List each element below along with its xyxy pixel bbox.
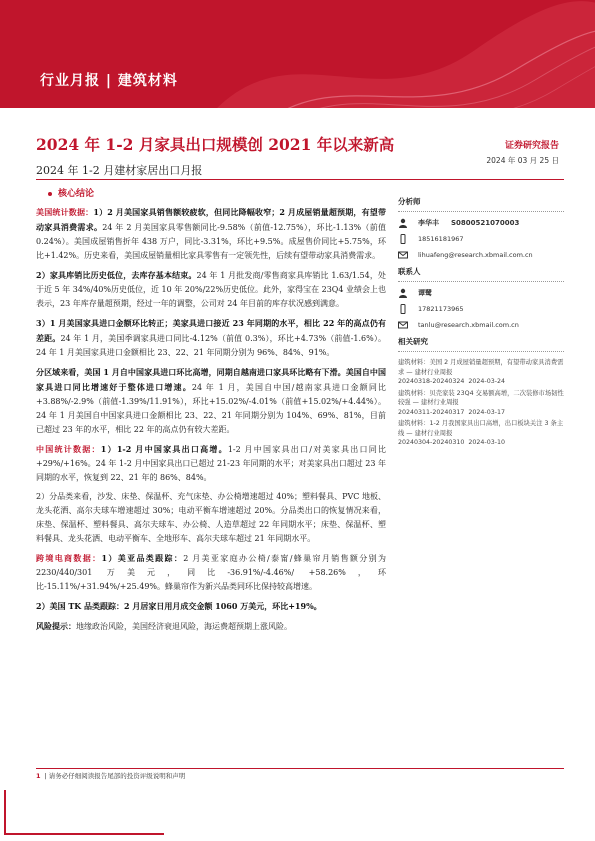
page-number: 1 — [36, 772, 41, 780]
contact-email-row — [398, 320, 564, 330]
analyst-email[interactable]: lihuafeng@research.xbmail.com.cn — [418, 251, 533, 259]
person-icon — [398, 218, 408, 228]
contact-row — [398, 288, 564, 298]
section-heading — [48, 186, 94, 199]
footer-disclaimer: 请务必仔细阅读报告尾部的投资评级说明和声明 — [48, 772, 186, 780]
related-range: 20240318-20240324 — [398, 378, 465, 385]
paragraph-bold: 1）美亚品类跟踪： — [101, 553, 184, 563]
page-title: 2024 年 1-2 月家具出口规模创 2021 年以来新高 — [36, 135, 395, 154]
paragraph-text: 2）分品类来看，沙发、床垫、保温杯、充气床垫、办公椅增速超过 40%；塑料餐具、PVC 地板、龙头花洒、高尔夫球车增速超过 30%；电动平衡车增速超过 20%。分品类出口的恢复情况来看，床垫、保温杯、塑料餐具、高尔夫球车、办公椅、人造草超过 22 年同期水平；床垫、保温杯、塑料餐具、龙头花洒、电动平衡车、全地形车、高尔夫球车超过 21 年同期水平。 — [36, 492, 386, 543]
analyst-sac: S0800521070003 — [451, 219, 520, 227]
paragraph-bold: 1）2 月美国家具销售额较疲软，但同比降幅收窄；2 月成屋销量超预期，有望带动家具消费需求。 — [36, 207, 386, 232]
corner-decoration — [4, 833, 164, 835]
paragraph — [36, 365, 386, 437]
divider — [398, 281, 564, 282]
paragraph-bold: 2）美国 TK 品类跟踪：2 月居家日用月成交金额 1060 万美元，环比+19%。 — [36, 601, 322, 611]
divider — [398, 211, 564, 212]
phone-icon — [398, 304, 408, 314]
related-title: 建筑材料：贝壳家装 23Q4 交易额高增，二次装修市场韧性较强 — 建材行业周报 — [398, 389, 564, 406]
paragraph-lead: 中国统计数据： — [36, 444, 101, 454]
paragraph-text: 24 年 1 月，美国季调家具进口同比-4.12%（前值 0.3%），环比+4.73%（前值-1.6%）。24 年 1 月美国家具进口金额相比 23、22、21 年同期分别为 96%、84%、91%。 — [36, 334, 387, 357]
related-report[interactable] — [398, 358, 564, 387]
paragraph — [36, 268, 386, 311]
report-badge: 证券研究报告 — [504, 141, 559, 151]
related-report[interactable] — [398, 389, 564, 418]
paragraph-lead: 美国统计数据： — [36, 207, 94, 217]
decorative-wave — [215, 0, 595, 108]
related-range: 20240311-20240317 — [398, 408, 465, 416]
contact-email[interactable]: tanlu@research.xbmail.com.cn — [418, 321, 519, 329]
report-date: 2024 年 03 月 25 日 — [486, 156, 559, 165]
paragraph — [36, 316, 386, 360]
analyst-name: 李华丰 — [418, 219, 439, 227]
paragraph — [36, 442, 386, 485]
paragraph — [36, 599, 386, 614]
analyst-phone-row — [398, 234, 564, 244]
page-subtitle: 2024 年 1-2 月建材家居出口月报 — [36, 164, 203, 177]
contact-name: 谭鹭 — [418, 289, 432, 297]
contact-phone-row — [398, 304, 564, 314]
person-icon — [398, 288, 408, 298]
related-title: 建筑材料：美国 2 月成屋销量超预期，有望带动家具消费需求 — 建材行业周报 — [398, 359, 564, 376]
paragraph-lead: 跨境电商数据： — [36, 553, 102, 563]
phone-icon — [398, 234, 408, 244]
related-date: 2024-03-24 — [468, 378, 505, 385]
analyst-email-row — [398, 250, 564, 260]
paragraph-bold: 1）1-2 月中国家具出口高增。 — [100, 444, 228, 454]
mail-icon — [398, 250, 408, 260]
related-heading: 相关研究 — [398, 337, 428, 346]
analyst-heading: 分析师 — [398, 197, 421, 206]
paragraph-bold: 2）家具库销比历史低位，去库存基本结束。 — [36, 270, 197, 280]
paragraph-bold: 分区域来看，美国 1 月自中国家具进口环比高增，同期自越南进口家具环比略有下滑。美国自中国家具进口同比增速好于整体进口增速。 — [36, 367, 386, 392]
related-date: 2024-03-17 — [468, 408, 505, 416]
sidebar — [398, 196, 564, 450]
paragraph-text: 2 月美亚家庭办公椅/泰甯/蜂巢帘月销售额分别为 2230/440/301 万美元，同比-36.91%/-4.46%/ +58.26%，环比-15.11%/+31.94%/+25.49%。蜂巢帘作为新兴品类同环比保持较高增速。 — [36, 554, 386, 591]
paragraph-bold: 3）1 月美国家具进口金额环比转正；美家具进口接近 23 年同期的水平，相比 22 年的高点仍有差距。 — [36, 318, 386, 343]
bullet-icon — [48, 192, 52, 196]
related-date: 2024-03-10 — [468, 439, 505, 446]
paragraph-text: 24 年 1 月批发商/零售商家具库销比 1.63/1.54，处于近 5 年 34%/40%历史低位，近 10 年 20%/22%历史低位。此外，家得宝在 23Q4 业绩会上也表示，23 年库存量超预期，经过一年的调整，公司对 24 年目前的库存状况感到满意。 — [36, 271, 386, 308]
footer: 1 | 请务必仔细阅读报告尾部的投资评级说明和声明 — [36, 772, 186, 780]
corner-decoration — [4, 790, 6, 835]
paragraph — [36, 619, 386, 634]
related-report[interactable] — [398, 419, 564, 448]
title-divider — [36, 179, 564, 180]
paragraph — [36, 490, 386, 546]
header-banner — [0, 0, 595, 108]
divider — [398, 351, 564, 352]
contact-heading: 联系人 — [398, 267, 421, 276]
risk-text: 地缘政治风险，美国经济衰退风险，海运费超预期上涨风险。 — [76, 622, 292, 631]
paragraph-text: 24 年 2 月美国家具零售额同比-9.58%（前值-12.75%），环比-1.13%（前值 0.24%）。美国成屋销售折年 438 万户，同比-3.31%，环比+9.5%。成屋售价同比+5.75%，环比+1.42%。历史来看，美国成屋销量相比家具零售有一定领先性，后续有望带动家具消费需求。 — [36, 223, 387, 260]
report-type: 行业月报 | 建筑材料 — [40, 73, 178, 89]
contact-phone: 17821173965 — [418, 305, 464, 313]
paragraph — [36, 205, 386, 263]
paragraph-text: 1-2 月中国家具出口/对美家具出口同比+29%/+16%。24 年 1-2 月中国家具出口已超过 21-23 年同期的水平；对美家具出口超过 23 年同期的水平，恢复到 22、21 年的 86%、84%。 — [36, 445, 386, 482]
analyst-row — [398, 218, 564, 228]
section-heading-label: 核心结论 — [58, 189, 95, 199]
mail-icon — [398, 320, 408, 330]
analyst-phone: 18516181967 — [418, 235, 464, 243]
main-body — [36, 205, 386, 639]
footer-divider — [36, 768, 564, 769]
paragraph — [36, 551, 386, 594]
paragraph-text: 24 年 1 月，美国自中国/越南家具进口金额同比+3.88%/-2.9%（前值-1.39%/11.91%），环比+15.02%/-4.01%（前值+15.02%/+4.44%）。24 年 1 月美国自中国家具进口金额相比 23、22、21 年同期分别为 104%、69%、81%，目前已超过 23 年的水平，相比 22 年的高点仍有较大差距。 — [36, 383, 387, 434]
related-title: 建筑材料：1-2 月我国家具出口高增，出口板块关注 3 条主线 — 建材行业周报 — [398, 420, 564, 437]
related-range: 20240304-20240310 — [398, 439, 465, 446]
risk-heading: 风险提示： — [36, 621, 76, 631]
